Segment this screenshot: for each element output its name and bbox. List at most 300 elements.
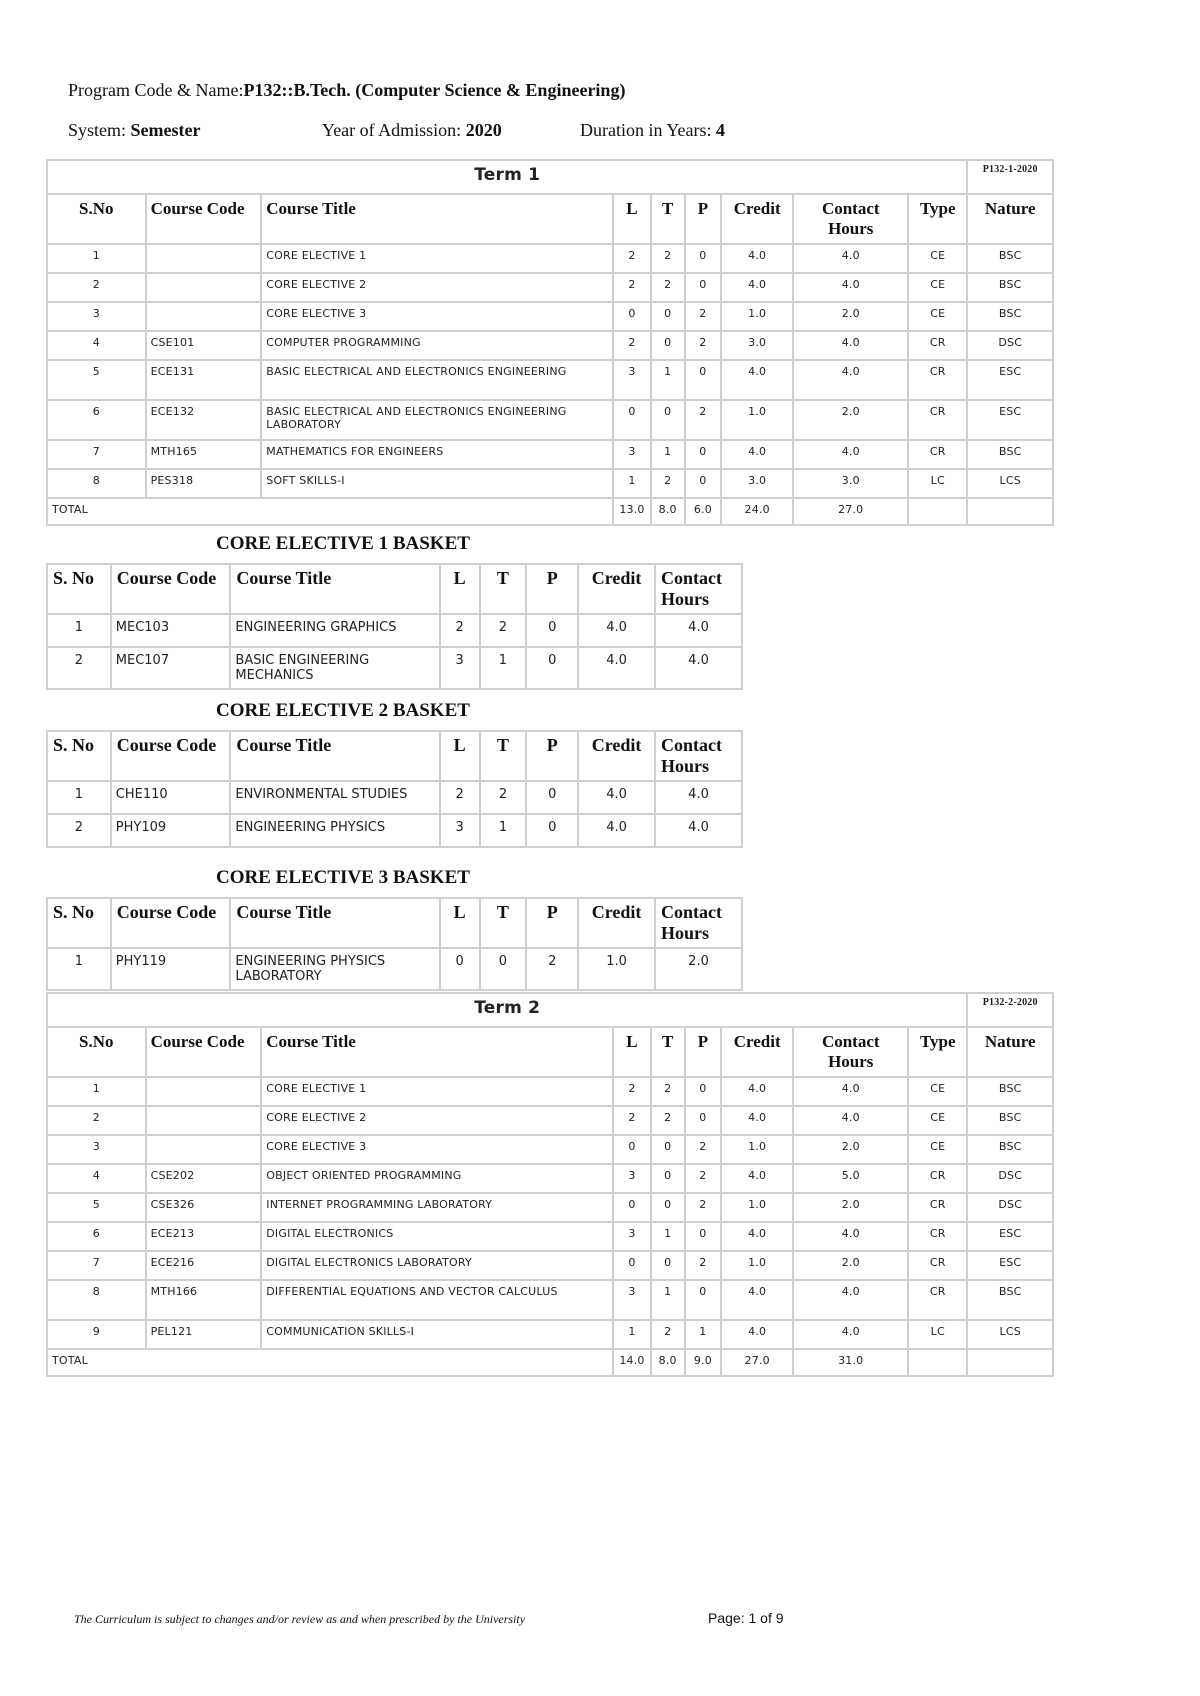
table-row: [47, 1135, 1053, 1164]
table-row: [47, 647, 742, 689]
table-row: [47, 781, 742, 814]
system-label: System:: [68, 120, 127, 140]
term2-title-row: [47, 993, 1053, 1027]
column-header: Course Code: [146, 1027, 262, 1077]
table-cell: 2: [685, 1251, 721, 1280]
table-cell: ESC: [967, 1251, 1053, 1280]
table-cell: 4.0: [793, 1106, 908, 1135]
column-header: Course Code: [146, 194, 262, 244]
table-cell: 3: [613, 440, 650, 469]
table-cell: 4.0: [578, 814, 655, 847]
column-header: P: [526, 731, 578, 781]
table-cell: 2: [526, 948, 578, 990]
table-cell: 2: [480, 614, 527, 647]
basket1-header-row: [47, 564, 742, 614]
term1-body: [47, 160, 1053, 525]
table-cell: 2: [651, 1106, 685, 1135]
table-cell: 2: [613, 331, 650, 360]
table-cell: ECE216: [146, 1251, 262, 1280]
table-cell: [146, 244, 262, 273]
table-cell: 0: [651, 1251, 685, 1280]
year-info: [322, 120, 502, 141]
table-cell: LC: [908, 1320, 967, 1349]
table-cell: 4.0: [655, 814, 742, 847]
table-cell: 0: [685, 1077, 721, 1106]
column-header: Course Title: [230, 564, 439, 614]
table-cell: 0: [685, 360, 721, 400]
column-header: T: [480, 898, 527, 948]
table-row: [47, 1320, 1053, 1349]
table-cell: CR: [908, 1164, 967, 1193]
column-header: S. No: [47, 898, 111, 948]
table-cell: CR: [908, 440, 967, 469]
table-row: [47, 1164, 1053, 1193]
column-header: Type: [908, 194, 967, 244]
table-cell: 2: [47, 1106, 146, 1135]
table-cell: CR: [908, 1280, 967, 1320]
column-header: P: [685, 1027, 721, 1077]
table-cell: 1: [651, 360, 685, 400]
table-cell: CSE202: [146, 1164, 262, 1193]
basket3-header-row: [47, 898, 742, 948]
empty-cell: [908, 1349, 967, 1376]
table-cell: MATHEMATICS FOR ENGINEERS: [261, 440, 613, 469]
table-cell: 2: [613, 273, 650, 302]
table-cell: 0: [685, 1106, 721, 1135]
table-cell: 4.0: [721, 244, 793, 273]
table-cell: 1: [47, 1077, 146, 1106]
table-cell: 4.0: [793, 331, 908, 360]
table-cell: PHY109: [111, 814, 231, 847]
table-cell: 1: [47, 948, 111, 990]
table-row: [47, 331, 1053, 360]
column-header: Course Code: [111, 731, 231, 781]
table-cell: 4.0: [721, 1106, 793, 1135]
table-cell: 7: [47, 440, 146, 469]
column-header: Credit: [578, 898, 655, 948]
basket2-table: [46, 730, 743, 848]
table-cell: 0: [613, 1251, 650, 1280]
table-cell: CORE ELECTIVE 2: [261, 273, 613, 302]
table-cell: 0: [651, 1135, 685, 1164]
table-cell: 3: [613, 1222, 650, 1251]
table-cell: 4.0: [721, 1222, 793, 1251]
table-cell: 3: [47, 1135, 146, 1164]
table-cell: COMPUTER PROGRAMMING: [261, 331, 613, 360]
table-cell: 0: [613, 400, 650, 440]
table-cell: 0: [526, 614, 578, 647]
table-cell: ESC: [967, 400, 1053, 440]
table-cell: BASIC ELECTRICAL AND ELECTRONICS ENGINEERING: [261, 360, 613, 400]
year-label: Year of Admission:: [322, 120, 462, 140]
table-cell: 1: [47, 781, 111, 814]
total-value: 27.0: [793, 498, 908, 525]
column-header: Credit: [721, 1027, 793, 1077]
column-header: S.No: [47, 1027, 146, 1077]
table-cell: 1: [651, 1280, 685, 1320]
table-cell: 1: [613, 1320, 650, 1349]
table-row: [47, 469, 1053, 498]
basket2-body: [47, 731, 742, 847]
table-cell: CR: [908, 331, 967, 360]
table-cell: 1: [685, 1320, 721, 1349]
table-cell: 4.0: [793, 1280, 908, 1320]
term-title: Term 2: [47, 993, 967, 1027]
column-header: P: [526, 898, 578, 948]
table-row: [47, 948, 742, 990]
table-cell: 1: [651, 440, 685, 469]
column-header: Course Title: [261, 194, 613, 244]
table-cell: CSE326: [146, 1193, 262, 1222]
table-cell: 2: [613, 1077, 650, 1106]
table-cell: 8: [47, 1280, 146, 1320]
table-cell: CE: [908, 1106, 967, 1135]
table-cell: 2.0: [793, 1193, 908, 1222]
table-cell: 0: [685, 273, 721, 302]
table-cell: 1: [47, 614, 111, 647]
table-cell: CR: [908, 360, 967, 400]
table-cell: 2: [685, 1193, 721, 1222]
table-row: [47, 302, 1053, 331]
table-cell: 2: [440, 781, 480, 814]
table-cell: [146, 302, 262, 331]
column-header: Contact Hours: [793, 1027, 908, 1077]
column-header: Credit: [578, 564, 655, 614]
table-cell: 0: [685, 469, 721, 498]
table-cell: 0: [613, 1135, 650, 1164]
term1-table: [46, 159, 1054, 526]
table-cell: ENGINEERING PHYSICS LABORATORY: [230, 948, 439, 990]
table-cell: CR: [908, 1222, 967, 1251]
table-cell: 4.0: [793, 244, 908, 273]
table-cell: BSC: [967, 1135, 1053, 1164]
table-cell: 0: [526, 814, 578, 847]
table-cell: 2: [480, 781, 527, 814]
table-cell: SOFT SKILLS-I: [261, 469, 613, 498]
column-header: S. No: [47, 564, 111, 614]
table-cell: 1: [47, 244, 146, 273]
table-row: [47, 814, 742, 847]
total-value: 9.0: [685, 1349, 721, 1376]
empty-cell: [908, 498, 967, 525]
basket3-body: [47, 898, 742, 990]
table-cell: 6: [47, 400, 146, 440]
term-code: P132-2-2020: [967, 993, 1053, 1027]
table-cell: 4: [47, 331, 146, 360]
table-cell: 4.0: [721, 1320, 793, 1349]
table-cell: CSE101: [146, 331, 262, 360]
table-cell: 8: [47, 469, 146, 498]
table-cell: 2: [685, 331, 721, 360]
table-cell: [146, 1135, 262, 1164]
table-cell: 4.0: [721, 1164, 793, 1193]
table-cell: 4.0: [793, 1222, 908, 1251]
column-header: Course Title: [230, 898, 439, 948]
table-cell: 1: [480, 814, 527, 847]
column-header: L: [440, 564, 480, 614]
total-value: 6.0: [685, 498, 721, 525]
table-cell: CORE ELECTIVE 3: [261, 302, 613, 331]
table-cell: CE: [908, 1135, 967, 1164]
table-cell: 1: [480, 647, 527, 689]
column-header: Contact Hours: [793, 194, 908, 244]
empty-cell: [967, 1349, 1053, 1376]
table-cell: CE: [908, 273, 967, 302]
year-value: 2020: [465, 120, 502, 140]
duration-value: 4: [716, 120, 725, 140]
table-cell: 2: [685, 1164, 721, 1193]
column-header: Course Title: [261, 1027, 613, 1077]
table-cell: 0: [651, 1193, 685, 1222]
table-row: [47, 1193, 1053, 1222]
total-label: TOTAL: [47, 498, 613, 525]
term1-total-row: [47, 498, 1053, 525]
table-cell: 2: [47, 814, 111, 847]
table-cell: BSC: [967, 1077, 1053, 1106]
table-cell: OBJECT ORIENTED PROGRAMMING: [261, 1164, 613, 1193]
total-value: 13.0: [613, 498, 650, 525]
table-cell: CR: [908, 1251, 967, 1280]
table-cell: 2: [613, 244, 650, 273]
duration-info: [580, 120, 725, 141]
table-cell: 2: [47, 273, 146, 302]
column-header: T: [651, 1027, 685, 1077]
table-cell: INTERNET PROGRAMMING LABORATORY: [261, 1193, 613, 1222]
table-cell: 2.0: [793, 1251, 908, 1280]
table-cell: 3: [440, 814, 480, 847]
table-cell: 0: [651, 331, 685, 360]
table-cell: 0: [613, 1193, 650, 1222]
table-cell: CR: [908, 400, 967, 440]
table-cell: MEC107: [111, 647, 231, 689]
column-header: S.No: [47, 194, 146, 244]
term1-title-row: [47, 160, 1053, 194]
table-cell: ECE213: [146, 1222, 262, 1251]
table-row: [47, 1251, 1053, 1280]
table-cell: MTH165: [146, 440, 262, 469]
total-value: 8.0: [651, 1349, 685, 1376]
table-cell: CORE ELECTIVE 1: [261, 1077, 613, 1106]
table-cell: ENGINEERING PHYSICS: [230, 814, 439, 847]
table-cell: 2: [613, 1106, 650, 1135]
column-header: Nature: [967, 1027, 1053, 1077]
column-header: L: [440, 898, 480, 948]
table-row: [47, 1222, 1053, 1251]
table-cell: PEL121: [146, 1320, 262, 1349]
column-header: P: [685, 194, 721, 244]
table-row: [47, 244, 1053, 273]
table-cell: 0: [613, 302, 650, 331]
table-cell: 4.0: [793, 360, 908, 400]
table-cell: 0: [685, 244, 721, 273]
column-header: T: [480, 731, 527, 781]
total-value: 8.0: [651, 498, 685, 525]
table-cell: 3: [47, 302, 146, 331]
table-cell: CE: [908, 302, 967, 331]
table-cell: 0: [651, 1164, 685, 1193]
column-header: L: [440, 731, 480, 781]
table-cell: 4.0: [655, 781, 742, 814]
table-cell: MEC103: [111, 614, 231, 647]
table-cell: 2: [440, 614, 480, 647]
table-cell: CORE ELECTIVE 3: [261, 1135, 613, 1164]
table-cell: 2: [685, 1135, 721, 1164]
basket1-table: [46, 563, 743, 690]
table-cell: 1: [613, 469, 650, 498]
column-header: Credit: [721, 194, 793, 244]
table-cell: CR: [908, 1193, 967, 1222]
table-cell: CE: [908, 1077, 967, 1106]
table-cell: 2: [651, 244, 685, 273]
table-cell: 1.0: [721, 1251, 793, 1280]
table-cell: 5.0: [793, 1164, 908, 1193]
table-cell: 0: [526, 647, 578, 689]
column-header: S. No: [47, 731, 111, 781]
table-cell: BSC: [967, 440, 1053, 469]
table-cell: BSC: [967, 302, 1053, 331]
system-info: [68, 120, 200, 141]
table-cell: BSC: [967, 244, 1053, 273]
table-cell: 4.0: [721, 1280, 793, 1320]
column-header: Course Code: [111, 564, 231, 614]
table-cell: DIFFERENTIAL EQUATIONS AND VECTOR CALCULUS: [261, 1280, 613, 1320]
table-cell: ECE132: [146, 400, 262, 440]
table-row: [47, 1106, 1053, 1135]
table-cell: 0: [651, 400, 685, 440]
total-value: 27.0: [721, 1349, 793, 1376]
table-cell: DIGITAL ELECTRONICS: [261, 1222, 613, 1251]
table-cell: CORE ELECTIVE 2: [261, 1106, 613, 1135]
table-cell: 2: [47, 647, 111, 689]
column-header: T: [651, 194, 685, 244]
table-cell: 2.0: [793, 400, 908, 440]
term2-table: [46, 992, 1054, 1377]
table-cell: 1: [651, 1222, 685, 1251]
table-cell: 2: [651, 469, 685, 498]
table-cell: 2: [685, 400, 721, 440]
program-value: P132::B.Tech. (Computer Science & Engineering): [243, 80, 626, 100]
table-cell: 0: [651, 302, 685, 331]
term-code: P132-1-2020: [967, 160, 1053, 194]
table-cell: 3: [613, 1164, 650, 1193]
table-cell: LCS: [967, 469, 1053, 498]
duration-label: Duration in Years:: [580, 120, 712, 140]
table-cell: [146, 273, 262, 302]
term2-total-row: [47, 1349, 1053, 1376]
table-cell: 4.0: [578, 647, 655, 689]
table-cell: PES318: [146, 469, 262, 498]
table-cell: 0: [440, 948, 480, 990]
table-cell: 4.0: [793, 273, 908, 302]
basket1-body: [47, 564, 742, 689]
table-cell: 4.0: [578, 781, 655, 814]
table-cell: 2.0: [793, 302, 908, 331]
table-cell: 3.0: [793, 469, 908, 498]
system-value: Semester: [130, 120, 201, 140]
table-cell: DSC: [967, 331, 1053, 360]
table-cell: 0: [685, 1280, 721, 1320]
table-cell: DSC: [967, 1193, 1053, 1222]
table-cell: 1.0: [721, 302, 793, 331]
table-cell: 2: [685, 302, 721, 331]
curriculum-note: The Curriculum is subject to changes and/or review as and when prescribed by the University: [74, 1612, 526, 1626]
table-cell: PHY119: [111, 948, 231, 990]
table-cell: 3: [613, 360, 650, 400]
total-value: 24.0: [721, 498, 793, 525]
table-cell: 1.0: [721, 400, 793, 440]
table-cell: 2: [651, 1320, 685, 1349]
column-header: L: [613, 194, 650, 244]
table-cell: DSC: [967, 1164, 1053, 1193]
table-row: [47, 1077, 1053, 1106]
table-cell: 3.0: [721, 331, 793, 360]
table-cell: BSC: [967, 1280, 1053, 1320]
table-cell: 4.0: [793, 1077, 908, 1106]
table-cell: 2: [651, 1077, 685, 1106]
table-cell: LCS: [967, 1320, 1053, 1349]
table-cell: 4.0: [793, 440, 908, 469]
column-header: Type: [908, 1027, 967, 1077]
table-cell: 7: [47, 1251, 146, 1280]
term1-header-row: [47, 194, 1053, 244]
table-cell: CE: [908, 244, 967, 273]
table-cell: ESC: [967, 1222, 1053, 1251]
table-cell: 2: [651, 273, 685, 302]
table-cell: MTH166: [146, 1280, 262, 1320]
table-cell: ENVIRONMENTAL STUDIES: [230, 781, 439, 814]
table-row: [47, 614, 742, 647]
term2-body: [47, 993, 1053, 1376]
column-header: Credit: [578, 731, 655, 781]
program-label: Program Code & Name:: [68, 80, 244, 100]
table-row: [47, 400, 1053, 440]
table-cell: [146, 1077, 262, 1106]
table-cell: CHE110: [111, 781, 231, 814]
table-cell: ECE131: [146, 360, 262, 400]
column-header: Contact Hours: [655, 564, 742, 614]
table-cell: COMMUNICATION SKILLS-I: [261, 1320, 613, 1349]
basket3-title: CORE ELECTIVE 3 BASKET: [216, 867, 470, 888]
column-header: T: [480, 564, 527, 614]
table-cell: 4.0: [721, 440, 793, 469]
column-header: P: [526, 564, 578, 614]
table-cell: 0: [480, 948, 527, 990]
column-header: Nature: [967, 194, 1053, 244]
basket2-header-row: [47, 731, 742, 781]
table-cell: 4: [47, 1164, 146, 1193]
table-cell: 2.0: [793, 1135, 908, 1164]
table-row: [47, 1280, 1053, 1320]
table-cell: BSC: [967, 1106, 1053, 1135]
table-cell: 4.0: [721, 1077, 793, 1106]
basket1-title: CORE ELECTIVE 1 BASKET: [216, 533, 470, 554]
table-cell: [146, 1106, 262, 1135]
table-cell: LC: [908, 469, 967, 498]
table-cell: ESC: [967, 360, 1053, 400]
table-row: [47, 273, 1053, 302]
table-cell: 4.0: [721, 360, 793, 400]
table-cell: 3.0: [721, 469, 793, 498]
page-number: Page: 1 of 9: [708, 1610, 784, 1626]
table-cell: 1.0: [578, 948, 655, 990]
program-line: [68, 80, 625, 101]
table-cell: 0: [685, 1222, 721, 1251]
table-cell: 6: [47, 1222, 146, 1251]
term-title: Term 1: [47, 160, 967, 194]
total-value: 31.0: [793, 1349, 908, 1376]
table-cell: 5: [47, 360, 146, 400]
table-cell: 3: [440, 647, 480, 689]
